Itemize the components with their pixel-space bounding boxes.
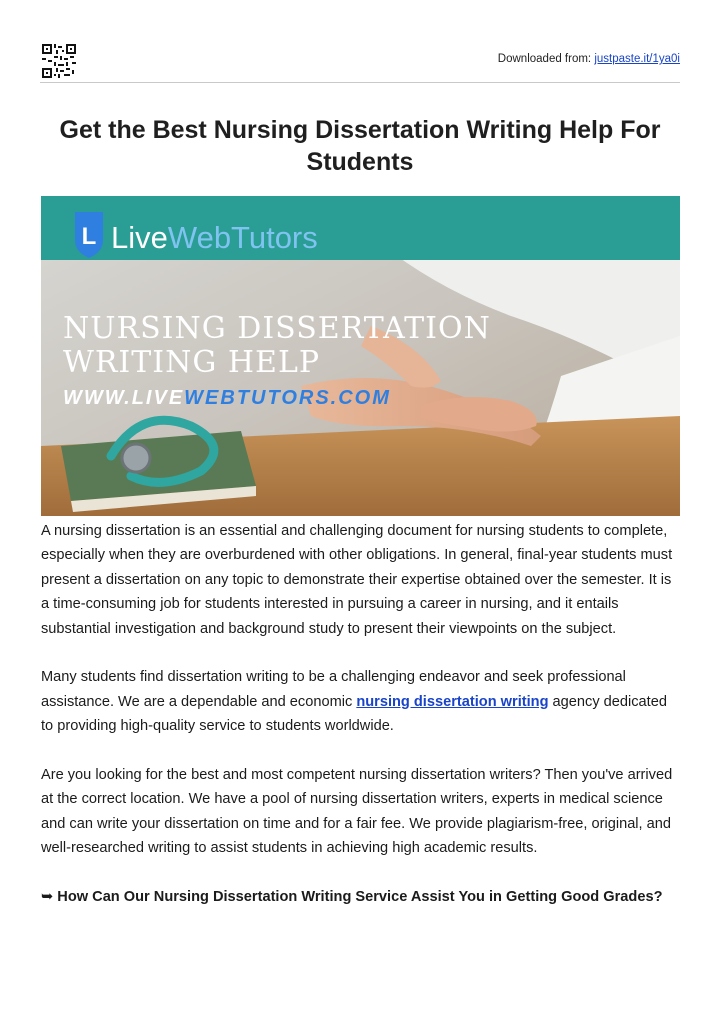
arrow-icon: ➥: [41, 889, 54, 906]
download-source-label: Downloaded from:: [497, 53, 592, 65]
banner-url-rest: WEBTUTORS.COM: [184, 387, 391, 409]
download-source: [498, 53, 680, 65]
section-heading: [41, 885, 681, 909]
svg-text:WWW.LIVEWEBTUTORS.COM: [63, 387, 391, 409]
brand-live: Live: [111, 220, 168, 255]
paragraph-1: A nursing dissertation is an essential and challenging document for nursing students to complete, especially when they are overburdened with other obligations. In general, final-year students must present a dissertation on any topic to demonstrate their expertise obtained over the semester. It is a time-consuming job for students interested in pursuing a career in nursing, and it entails substantial investigation and background study to present their viewpoints on the subject.: [41, 523, 673, 637]
logo-letter: L: [81, 223, 97, 250]
page-title: Get the Best Nursing Dissertation Writing Help For Students: [59, 116, 661, 176]
banner-headline-line1: NURSING DISSERTATION: [63, 311, 491, 346]
banner-headline-line2: WRITING HELP: [63, 345, 321, 380]
paragraph-2-before: Many students find dissertation writing to be a challenging endeavor and seek professional assistance. We are a dependable and economic: [41, 669, 626, 710]
svg-text:LiveWebTutors: [111, 220, 318, 255]
hero-banner-image: [41, 196, 680, 516]
paragraph-3: Are you looking for the best and most competent nursing dissertation writers? Then you've arrived at the correct location. We have a pool of nursing dissertation writers, experts in medical science and can write your dissertation on time and for a fair fee. We provide plagiarism-free, original, and well-researched writing to assist students in achieving high academic results.: [41, 767, 673, 857]
brand-web-tutors: WebTutors: [167, 220, 318, 255]
section-heading-text: How Can Our Nursing Dissertation Writing Service Assist You in Getting Good Grades?: [57, 889, 663, 906]
source-link[interactable]: justpaste.it/1ya0i: [594, 53, 680, 65]
header-divider: [40, 82, 680, 83]
banner-url-prefix: WWW.: [63, 387, 132, 409]
nursing-dissertation-writing-link[interactable]: nursing dissertation writing: [356, 693, 549, 710]
qr-code-icon: [42, 44, 76, 78]
paragraph-2-after: agency dedicated to providing high-quality service to students worldwide.: [41, 693, 667, 735]
paragraph-2: [41, 665, 681, 738]
article-body: [41, 519, 681, 934]
banner-url-live: LIVE: [131, 387, 185, 409]
